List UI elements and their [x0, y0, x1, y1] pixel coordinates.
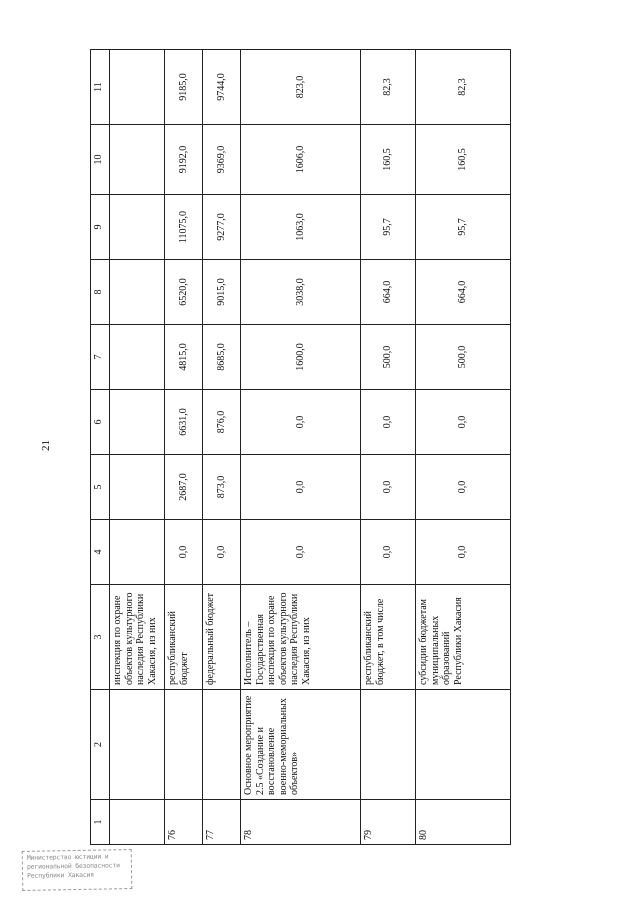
- value-cell: 500,0: [416, 325, 511, 390]
- header-cell-6: 6: [91, 390, 110, 455]
- row-number: 78: [241, 800, 361, 845]
- value-cell: 0,0: [241, 390, 361, 455]
- value-cell: 500,0: [361, 325, 416, 390]
- source-cell: республиканский бюджет: [165, 585, 203, 690]
- value-cell: 160,5: [361, 125, 416, 195]
- value-cell: 9744,0: [203, 50, 241, 125]
- header-cell-3: 3: [91, 585, 110, 690]
- header-cell-8: 8: [91, 260, 110, 325]
- value-cell: 1063,0: [241, 195, 361, 260]
- source-cell: федеральный бюджет: [203, 585, 241, 690]
- budget-table-rotated: [90, 50, 610, 845]
- source-cell: инспекция по охране объектов культурного наследия Республики Хакасия, из них: [110, 585, 165, 690]
- value-cell: [110, 195, 165, 260]
- value-cell: 1606,0: [241, 125, 361, 195]
- value-cell: 0,0: [416, 455, 511, 520]
- value-cell: 11075,0: [165, 195, 203, 260]
- table-row: [241, 50, 361, 845]
- header-cell-9: 9: [91, 195, 110, 260]
- value-cell: [110, 125, 165, 195]
- header-cell-4: 4: [91, 520, 110, 585]
- value-cell: 1600,0: [241, 325, 361, 390]
- value-cell: [110, 50, 165, 125]
- page-number-text: 21: [40, 440, 52, 451]
- value-cell: 0,0: [416, 390, 511, 455]
- event-cell: [416, 690, 511, 800]
- value-cell: 0,0: [203, 520, 241, 585]
- header-cell-7: 7: [91, 325, 110, 390]
- header-cell-2: 2: [91, 690, 110, 800]
- row-number: [110, 800, 165, 845]
- header-row: [91, 50, 110, 845]
- event-cell: [203, 690, 241, 800]
- value-cell: 4815,0: [165, 325, 203, 390]
- table-row: [361, 50, 416, 845]
- stamp-line-2: региональной безопасности: [26, 861, 120, 871]
- value-cell: 0,0: [361, 390, 416, 455]
- event-cell: [165, 690, 203, 800]
- value-cell: 9277,0: [203, 195, 241, 260]
- source-cell: республиканский бюджет, в том числе: [361, 585, 416, 690]
- source-cell: Исполнитель – Государственная инспекция по охране объектов культурного наследия Республики Хакасия, из них: [241, 585, 361, 690]
- table-row: [110, 50, 165, 845]
- value-cell: 6520,0: [165, 260, 203, 325]
- value-cell: 823,0: [241, 50, 361, 125]
- value-cell: [110, 390, 165, 455]
- row-number: 79: [361, 800, 416, 845]
- value-cell: 82,3: [416, 50, 511, 125]
- table-row: [416, 50, 511, 845]
- event-cell: Основное мероприятие 2.5 «Создание и восстановление военно-мемориальных объектов»: [241, 690, 361, 800]
- value-cell: [110, 520, 165, 585]
- value-cell: 2687,0: [165, 455, 203, 520]
- value-cell: 82,3: [361, 50, 416, 125]
- event-cell: [110, 690, 165, 800]
- row-number: 80: [416, 800, 511, 845]
- value-cell: 876,0: [203, 390, 241, 455]
- budget-table: [90, 49, 511, 845]
- value-cell: [110, 455, 165, 520]
- source-cell: субсидии бюджетам муниципальных образований Республики Хакасия: [416, 585, 511, 690]
- value-cell: 9015,0: [203, 260, 241, 325]
- value-cell: 0,0: [241, 520, 361, 585]
- value-cell: 9369,0: [203, 125, 241, 195]
- value-cell: 3038,0: [241, 260, 361, 325]
- header-cell-1: 1: [91, 800, 110, 845]
- header-cell-5: 5: [91, 455, 110, 520]
- value-cell: 0,0: [361, 520, 416, 585]
- stamp-line-1: Министерство юстиции и: [26, 852, 109, 862]
- header-cell-11: 11: [91, 50, 110, 125]
- value-cell: 664,0: [361, 260, 416, 325]
- value-cell: 6631,0: [165, 390, 203, 455]
- value-cell: 0,0: [165, 520, 203, 585]
- header-cell-10: 10: [91, 125, 110, 195]
- event-cell: [361, 690, 416, 800]
- value-cell: [110, 325, 165, 390]
- value-cell: 664,0: [416, 260, 511, 325]
- value-cell: 0,0: [361, 455, 416, 520]
- value-cell: 873,0: [203, 455, 241, 520]
- value-cell: 160,5: [416, 125, 511, 195]
- value-cell: 0,0: [241, 455, 361, 520]
- table-row: [165, 50, 203, 845]
- row-number: 76: [165, 800, 203, 845]
- value-cell: [110, 260, 165, 325]
- value-cell: 9192,0: [165, 125, 203, 195]
- value-cell: 0,0: [416, 520, 511, 585]
- row-number: 77: [203, 800, 241, 845]
- value-cell: 95,7: [416, 195, 511, 260]
- value-cell: 95,7: [361, 195, 416, 260]
- table-row: [203, 50, 241, 845]
- value-cell: 9185,0: [165, 50, 203, 125]
- value-cell: 8685,0: [203, 325, 241, 390]
- stamp-line-3: Республики Хакасия: [27, 870, 94, 880]
- registration-stamp: [22, 849, 133, 891]
